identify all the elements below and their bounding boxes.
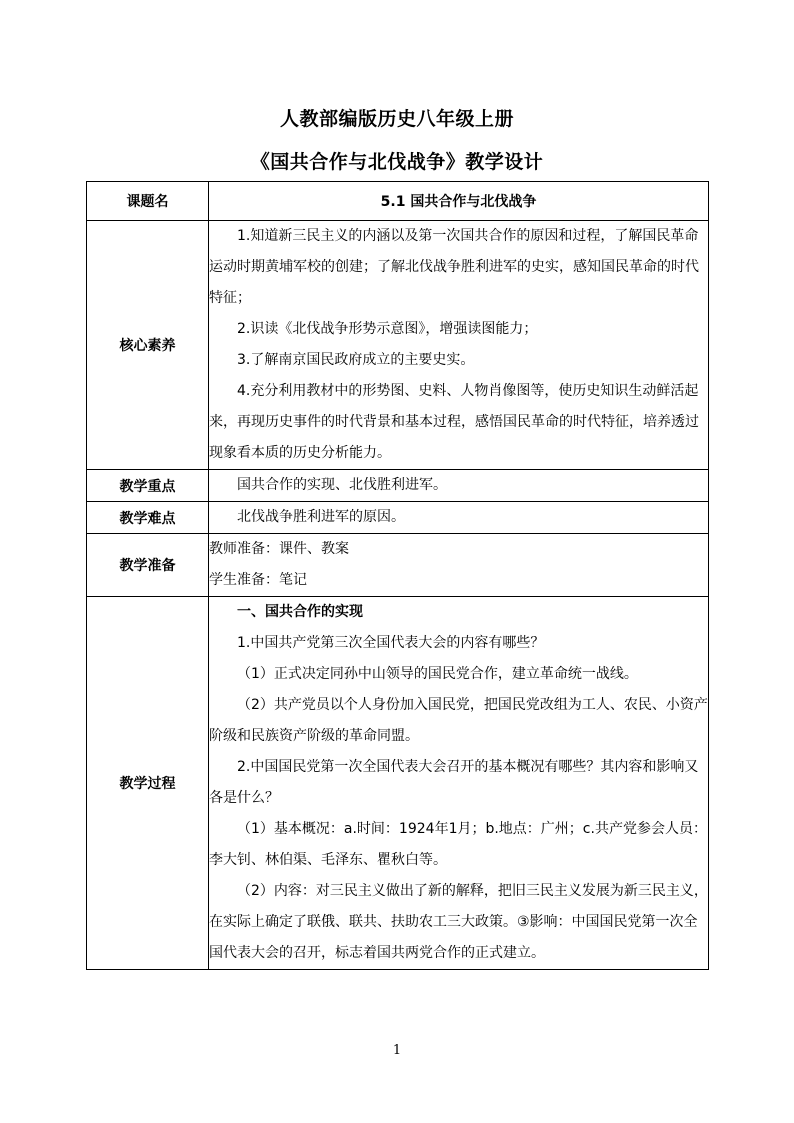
process-paragraph: 2.中国国民党第一次全国代表大会召开的基本概况有哪些？其内容和影响又各是什么？ xyxy=(209,759,699,806)
table-row-preparation xyxy=(87,534,709,597)
process-paragraph: （1）正式决定同孙中山领导的国民党合作，建立革命统一战线。 xyxy=(237,666,638,682)
table-row-key-points xyxy=(87,470,709,502)
key-points-value: 国共合作的实现、北伐胜利进军。 xyxy=(237,477,447,493)
key-points-content xyxy=(209,470,709,502)
core-competency-content xyxy=(209,221,709,470)
difficulties-content xyxy=(209,502,709,534)
table-row-core-competency xyxy=(87,221,709,470)
document-subtitle: 《国共合作与北伐战争》教学设计 xyxy=(250,151,544,173)
key-points-label: 教学重点 xyxy=(87,470,209,502)
document-title: 人教部编版历史八年级上册 xyxy=(279,108,514,130)
student-preparation: 学生准备：笔记 xyxy=(209,572,307,588)
preparation-label: 教学准备 xyxy=(87,534,209,597)
core-competency-item: 1.知道新三民主义的内涵以及第一次国共合作的原因和过程，了解国民革命运动时期黄埔军校的创建；了解北伐战争胜利进军的史实，感知国民革命的时代特征； xyxy=(209,228,699,306)
process-content xyxy=(209,597,709,970)
table-row-process xyxy=(87,597,709,970)
topic-value: 5.1 国共合作与北伐战争 xyxy=(209,182,709,221)
core-competency-item: 4.充分利用教材中的形势图、史料、人物肖像图等，使历史知识生动鲜活起来，再现历史事件的时代背景和基本过程，感悟国民革命的时代特征，培养透过现象看本质的历史分析能力。 xyxy=(209,383,699,461)
process-section-heading: 一、国共合作的实现 xyxy=(237,604,363,620)
teacher-preparation: 教师准备：课件、教案 xyxy=(209,541,349,557)
difficulties-value: 北伐战争胜利进军的原因。 xyxy=(237,509,405,525)
process-paragraph: （2）内容：对三民主义做出了新的解释，把旧三民主义发展为新三民主义，在实际上确定了联俄、联共、扶助农工三大政策。③影响：中国国民党第一次全国代表大会的召开，标志着国共两党合作的正式建立。 xyxy=(209,883,708,961)
core-competency-item: 2.识读《北伐战争形势示意图》，增强读图能力； xyxy=(237,321,538,337)
process-paragraph: 1.中国共产党第三次全国代表大会的内容有哪些？ xyxy=(237,635,545,651)
process-paragraph: （2）共产党员以个人身份加入国民党，把国民党改组为工人、农民、小资产阶级和民族资产阶级的革命同盟。 xyxy=(209,697,708,744)
preparation-content xyxy=(209,534,709,597)
core-competency-label: 核心素养 xyxy=(87,221,209,470)
table-row-difficulties xyxy=(87,502,709,534)
topic-label: 课题名 xyxy=(87,182,209,221)
lesson-plan-table xyxy=(86,181,709,970)
table-row-topic xyxy=(87,182,709,221)
difficulties-label: 教学难点 xyxy=(87,502,209,534)
process-label: 教学过程 xyxy=(87,597,209,970)
process-paragraph: （1）基本概况：a.时间：1924年1月；b.地点：广州；c.共产党参会人员：李大钊、林伯渠、毛泽东、瞿秋白等。 xyxy=(209,821,707,868)
page-number: 1 xyxy=(392,1043,402,1058)
core-competency-item: 3.了解南京国民政府成立的主要史实。 xyxy=(237,352,475,368)
